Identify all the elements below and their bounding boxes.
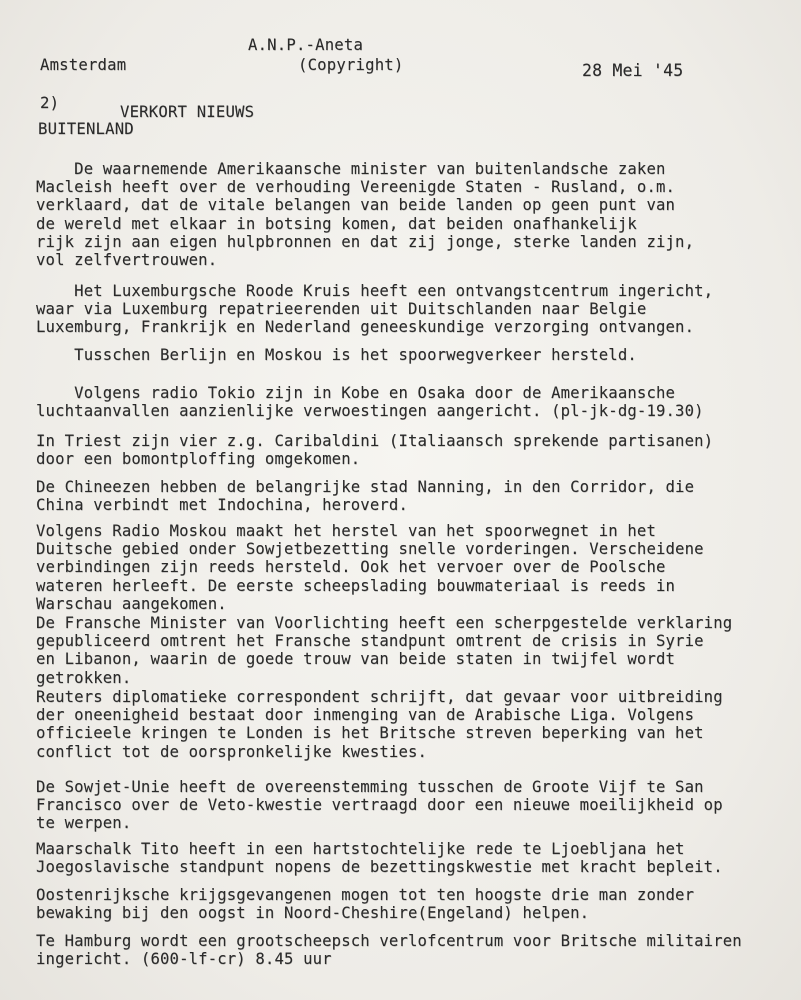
paragraph-line: der oneenigheid bestaat door inmenging van de Arabische Liga. Volgens	[36, 706, 695, 725]
city-label: Amsterdam	[40, 56, 127, 74]
paragraph-line: Francisco over de Veto-kwestie vertraagd door een nieuwe moeilijkheid op	[36, 796, 723, 815]
paragraph-line: officieele kringen te Londen is het Britsche streven beperking van het	[36, 724, 704, 743]
news-paragraph	[36, 384, 781, 420]
paragraph-line: verklaard, dat de vitale belangen van beide landen op geen punt van	[36, 196, 676, 215]
news-paragraph	[36, 522, 781, 613]
news-paragraph	[36, 432, 781, 468]
paragraph-line: Joegoslavische standpunt nopens de bezettingskwestie met kracht bepleit.	[36, 858, 723, 877]
paragraph-line: Luxemburg, Frankrijk en Nederland geneeskundige verzorging ontvangen.	[36, 318, 695, 337]
paragraph-line: Reuters diplomatieke correspondent schrijft, dat gevaar voor uitbreiding	[36, 688, 723, 706]
paragraph-line: De Sowjet-Unie heeft de overeenstemming tusschen de Groote Vijf te San	[36, 778, 704, 796]
paragraph-line: getrokken.	[36, 668, 132, 687]
news-paragraph	[36, 932, 781, 968]
copyright-note: (Copyright)	[298, 56, 404, 74]
paragraph-line: China verbindt met Indochina, heroverd.	[36, 496, 408, 515]
date-label: 28 Mei '45	[582, 61, 684, 80]
paragraph-line: te werpen.	[36, 814, 132, 833]
paragraph-line: rijk zijn aan eigen hulpbronnen en dat zij jonge, sterke landen zijn,	[36, 232, 695, 251]
paragraph-line: Te Hamburg wordt een grootscheepsch verlofcentrum voor Britsche militairen	[36, 932, 742, 950]
page-marker: 2)	[40, 94, 60, 112]
news-paragraph	[36, 840, 781, 876]
paragraph-line: Volgens Radio Moskou maakt het herstel van het spoorwegnet in het	[36, 522, 656, 540]
paragraph-line: de wereld met elkaar in botsing komen, dat beiden onafhankelijk	[36, 214, 637, 233]
paragraph-line: gepubliceerd omtrent het Fransche standpunt omtrent de crisis in Syrie	[36, 632, 704, 651]
news-paragraph	[36, 688, 781, 761]
paragraph-line: Het Luxemburgsche Roode Kruis heeft een ontvangstcentrum ingericht,	[36, 282, 714, 300]
paragraph-line: vol zelfvertrouwen.	[36, 251, 218, 270]
news-paragraph	[36, 478, 781, 514]
paragraph-line: Warschau aangekomen.	[36, 594, 227, 613]
paragraph-line: Maarschalk Tito heeft in een hartstochtelijke rede te Ljoebljana het	[36, 840, 685, 858]
paragraph-line: Tusschen Berlijn en Moskou is het spoorwegverkeer hersteld.	[36, 346, 637, 364]
paragraph-line: De waarnemende Amerikaansche minister van buitenlandsche zaken	[36, 160, 666, 178]
news-paragraph	[36, 282, 781, 337]
paragraph-line: ingericht. (600-lf-cr) 8.45 uur	[36, 950, 332, 969]
paragraph-line: door een bomontploffing omgekomen.	[36, 450, 361, 469]
paragraph-line: bewaking bij den oogst in Noord-Cheshire(Engeland) helpen.	[36, 904, 590, 923]
paragraph-line: Oostenrijksche krijgsgevangenen mogen tot ten hoogste drie man zonder	[36, 886, 695, 904]
paragraph-line: Macleish heeft over de verhouding Vereenigde Staten - Rusland, o.m.	[36, 178, 676, 197]
news-paragraph	[36, 886, 781, 922]
paragraph-line: De Fransche Minister van Voorlichting heeft een scherpgestelde verklaring	[36, 614, 733, 632]
subsection-title: BUITENLAND	[38, 120, 134, 138]
paragraph-line: conflict tot de oorspronkelijke kwesties.	[36, 742, 428, 761]
paragraph-line: De Chineezen hebben de belangrijke stad Nanning, in den Corridor, die	[36, 478, 695, 496]
section-title: VERKORT NIEUWS	[120, 103, 255, 121]
paragraph-line: Volgens radio Tokio zijn in Kobe en Osaka door de Amerikaansche	[36, 384, 676, 402]
paragraph-line: verbindingen zijn reeds hersteld. Ook het vervoer over de Poolsche	[36, 558, 666, 577]
paragraph-line: In Triest zijn vier z.g. Caribaldini (Italiaansch sprekende partisanen)	[36, 432, 714, 450]
news-paragraph	[36, 778, 781, 833]
news-paragraph	[36, 614, 781, 687]
paragraph-line: Duitsche gebied onder Sowjetbezetting snelle vorderingen. Verscheidene	[36, 540, 704, 559]
agency-name: A.N.P.-Aneta	[248, 36, 364, 54]
paragraph-line: waar via Luxemburg repatrieerenden uit Duitschlanden naar Belgie	[36, 300, 647, 319]
paragraph-line: en Libanon, waarin de goede trouw van beide staten in twijfel wordt	[36, 650, 676, 669]
news-paragraph	[36, 160, 781, 269]
paragraph-line: wateren herleeft. De eerste scheepslading bouwmateriaal is reeds in	[36, 576, 676, 595]
paragraph-line: luchtaanvallen aanzienlijke verwoestingen aangericht. (pl-jk-dg-19.30)	[36, 402, 704, 421]
news-paragraph	[36, 346, 781, 364]
